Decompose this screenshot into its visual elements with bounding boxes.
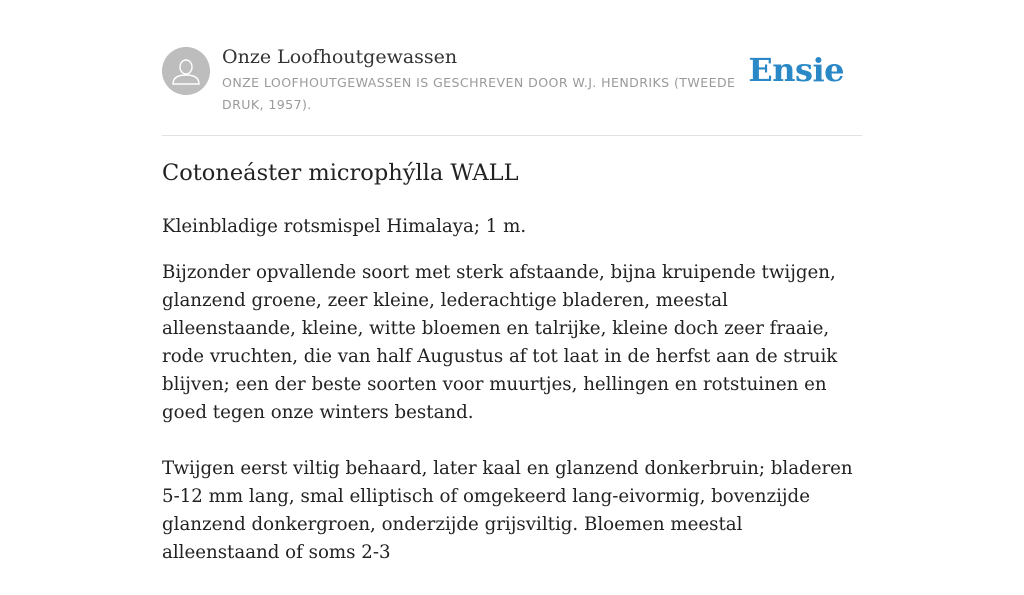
entry-body bbox=[162, 259, 862, 595]
entry-paragraph: Twijgen eerst viltig behaard, later kaal en glanzend donkerbruin; bladeren 5-12 mm lang, smal elliptisch of omgekeerd lang-eivormig, bovenzijde glanzend donkergroen, onderzijde grijsviltig. Bloemen meestal alleenstaand of soms 2-3 bbox=[162, 458, 853, 563]
entry-subtitle: Kleinbladige rotsmispel Himalaya; 1 m. bbox=[162, 216, 527, 237]
source-description: ONZE LOOFHOUTGEWASSEN IS GESCHREVEN DOOR W.J. HENDRIKS (TWEEDE DRUK, 1957). bbox=[222, 75, 736, 112]
entry-title: Cotoneáster microphýlla WALL bbox=[162, 160, 519, 186]
entry-paragraph: Bijzonder opvallende soort met sterk afstaande, bijna kruipende twijgen, glanzend groene, zeer kleine, lederachtige bladeren, meestal alleenstaande, kleine, witte bloemen en talrijke, kleine doch zeer fraaie, rode vruchten, die van half Augustus af tot laat in de herfst aan de struik blijven; een der beste soorten voor muurtjes, hellingen en rotstuinen en goed tegen onze winters bestand. bbox=[162, 262, 838, 423]
user-icon bbox=[162, 47, 210, 95]
source-title-link[interactable]: Onze Loofhoutgewassen bbox=[222, 46, 458, 68]
ensie-logo[interactable]: Ensie bbox=[748, 51, 844, 89]
source-header bbox=[162, 0, 862, 136]
avatar[interactable] bbox=[162, 47, 210, 95]
page-container bbox=[162, 0, 862, 563]
